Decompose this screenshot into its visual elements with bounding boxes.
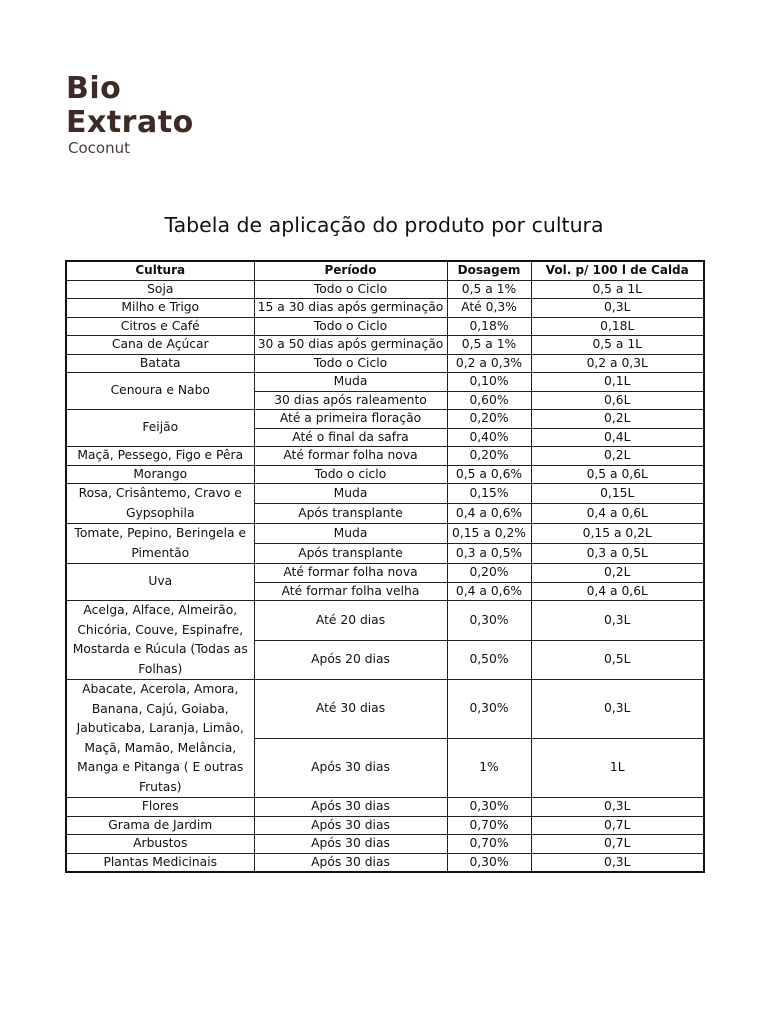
- cell-periodo: Após 30 dias: [254, 739, 447, 798]
- table-row: [66, 816, 704, 835]
- header-cultura: Cultura: [66, 261, 254, 280]
- cell-cultura: Plantas Medicinais: [66, 853, 254, 872]
- cell-cultura: Cana de Açúcar: [66, 336, 254, 355]
- table-row: [66, 447, 704, 466]
- logo-word-extrato: Extrato: [66, 105, 194, 140]
- cell-cultura: Uva: [66, 564, 254, 601]
- table-row: [66, 465, 704, 484]
- cell-periodo: Até 20 dias: [254, 601, 447, 641]
- cell-volume: 0,2L: [531, 410, 704, 429]
- table-row: [66, 524, 704, 544]
- table-row: [66, 853, 704, 872]
- cell-dosagem: 0,5 a 0,6%: [447, 465, 531, 484]
- logo-word-bio: Bio: [66, 71, 122, 106]
- cell-volume: 0,3L: [531, 299, 704, 318]
- application-table: [65, 260, 705, 873]
- cell-dosagem: 0,30%: [447, 601, 531, 641]
- cell-cultura: Grama de Jardim: [66, 816, 254, 835]
- cell-volume: 0,3 a 0,5L: [531, 544, 704, 564]
- cell-volume: 0,5 a 1L: [531, 336, 704, 355]
- cell-dosagem: 0,30%: [447, 798, 531, 817]
- cell-volume: 0,4 a 0,6L: [531, 582, 704, 601]
- cell-dosagem: 0,20%: [447, 410, 531, 429]
- cell-dosagem: 0,2 a 0,3%: [447, 354, 531, 373]
- cell-cultura: Flores: [66, 798, 254, 817]
- table-row: [66, 564, 704, 583]
- cell-periodo: Até o final da safra: [254, 428, 447, 447]
- cell-dosagem: 0,40%: [447, 428, 531, 447]
- cell-cultura: Abacate, Acerola, Amora, Banana, Cajú, Goiaba, Jabuticaba, Laranja, Limão, Maçã, Mamão, Melância, Manga e Pitanga ( E outras Frutas): [66, 680, 254, 798]
- cell-periodo: 15 a 30 dias após germinação: [254, 299, 447, 318]
- table-row: [66, 680, 704, 739]
- cell-periodo: Muda: [254, 524, 447, 544]
- cell-dosagem: 0,18%: [447, 317, 531, 336]
- table-header-row: [66, 261, 704, 280]
- cell-cultura: Feijão: [66, 410, 254, 447]
- cell-volume: 0,2 a 0,3L: [531, 354, 704, 373]
- cell-volume: 1L: [531, 739, 704, 798]
- cell-periodo: Após transplante: [254, 544, 447, 564]
- logo-word-coconut: Coconut: [68, 139, 130, 157]
- cell-dosagem: 0,60%: [447, 391, 531, 410]
- cell-volume: 0,2L: [531, 447, 704, 466]
- cell-dosagem: 0,4 a 0,6%: [447, 582, 531, 601]
- cell-periodo: Após 30 dias: [254, 853, 447, 872]
- table-row: [66, 336, 704, 355]
- cell-cultura: Cenoura e Nabo: [66, 373, 254, 410]
- cell-cultura: Soja: [66, 280, 254, 299]
- table-row: [66, 373, 704, 392]
- cell-dosagem: 0,20%: [447, 447, 531, 466]
- cell-volume: 0,3L: [531, 680, 704, 739]
- cell-dosagem: 0,20%: [447, 564, 531, 583]
- cell-dosagem: Até 0,3%: [447, 299, 531, 318]
- cell-dosagem: 0,70%: [447, 835, 531, 854]
- cell-dosagem: 0,50%: [447, 640, 531, 680]
- cell-dosagem: 0,30%: [447, 680, 531, 739]
- cell-volume: 0,15L: [531, 484, 704, 504]
- cell-volume: 0,7L: [531, 816, 704, 835]
- cell-volume: 0,5 a 1L: [531, 280, 704, 299]
- table-row: [66, 798, 704, 817]
- table-row: [66, 299, 704, 318]
- cell-periodo: Até a primeira floração: [254, 410, 447, 429]
- cell-dosagem: 0,30%: [447, 853, 531, 872]
- cell-volume: 0,1L: [531, 373, 704, 392]
- cell-periodo: Muda: [254, 484, 447, 504]
- table-row: [66, 354, 704, 373]
- cell-periodo: 30 dias após raleamento: [254, 391, 447, 410]
- cell-volume: 0,4L: [531, 428, 704, 447]
- cell-cultura: Milho e Trigo: [66, 299, 254, 318]
- cell-volume: 0,5L: [531, 640, 704, 680]
- cell-volume: 0,3L: [531, 601, 704, 641]
- cell-volume: 0,4 a 0,6L: [531, 504, 704, 524]
- cell-cultura: Citros e Café: [66, 317, 254, 336]
- table-row: [66, 835, 704, 854]
- cell-periodo: Até 30 dias: [254, 680, 447, 739]
- cell-volume: 0,6L: [531, 391, 704, 410]
- cell-dosagem: 1%: [447, 739, 531, 798]
- table-row: [66, 601, 704, 641]
- table-row: [66, 484, 704, 504]
- cell-cultura: Tomate, Pepino, Beringela e Pimentão: [66, 524, 254, 564]
- cell-periodo: Até formar folha velha: [254, 582, 447, 601]
- cell-dosagem: 0,10%: [447, 373, 531, 392]
- cell-cultura: Batata: [66, 354, 254, 373]
- cell-dosagem: 0,70%: [447, 816, 531, 835]
- cell-volume: 0,7L: [531, 835, 704, 854]
- cell-periodo: Todo o Ciclo: [254, 354, 447, 373]
- table-row: [66, 280, 704, 299]
- cell-periodo: Todo o Ciclo: [254, 280, 447, 299]
- cell-dosagem: 0,15%: [447, 484, 531, 504]
- header-volume: Vol. p/ 100 l de Calda: [531, 261, 704, 280]
- cell-volume: 0,18L: [531, 317, 704, 336]
- page-title: Tabela de aplicação do produto por cultura: [164, 213, 604, 237]
- cell-volume: 0,5 a 0,6L: [531, 465, 704, 484]
- cell-cultura: Rosa, Crisântemo, Cravo e Gypsophila: [66, 484, 254, 524]
- cell-cultura: Arbustos: [66, 835, 254, 854]
- cell-periodo: Após 30 dias: [254, 798, 447, 817]
- cell-periodo: Após 20 dias: [254, 640, 447, 680]
- header-periodo: Período: [254, 261, 447, 280]
- cell-cultura: Acelga, Alface, Almeirão, Chicória, Couve, Espinafre, Mostarda e Rúcula (Todas as Folhas): [66, 601, 254, 680]
- header-dosagem: Dosagem: [447, 261, 531, 280]
- cell-cultura: Maçã, Pessego, Figo e Pêra: [66, 447, 254, 466]
- table-row: [66, 410, 704, 429]
- brand-logo: [66, 72, 194, 157]
- cell-dosagem: 0,5 a 1%: [447, 336, 531, 355]
- cell-periodo: Após 30 dias: [254, 816, 447, 835]
- cell-periodo: Todo o ciclo: [254, 465, 447, 484]
- cell-volume: 0,15 a 0,2L: [531, 524, 704, 544]
- cell-periodo: Após transplante: [254, 504, 447, 524]
- cell-dosagem: 0,5 a 1%: [447, 280, 531, 299]
- cell-dosagem: 0,3 a 0,5%: [447, 544, 531, 564]
- cell-dosagem: 0,4 a 0,6%: [447, 504, 531, 524]
- cell-volume: 0,3L: [531, 798, 704, 817]
- cell-periodo: Muda: [254, 373, 447, 392]
- cell-periodo: 30 a 50 dias após germinação: [254, 336, 447, 355]
- table-row: [66, 317, 704, 336]
- cell-periodo: Todo o Ciclo: [254, 317, 447, 336]
- cell-volume: 0,2L: [531, 564, 704, 583]
- cell-periodo: Até formar folha nova: [254, 564, 447, 583]
- cell-dosagem: 0,15 a 0,2%: [447, 524, 531, 544]
- cell-periodo: Após 30 dias: [254, 835, 447, 854]
- cell-cultura: Morango: [66, 465, 254, 484]
- cell-periodo: Até formar folha nova: [254, 447, 447, 466]
- cell-volume: 0,3L: [531, 853, 704, 872]
